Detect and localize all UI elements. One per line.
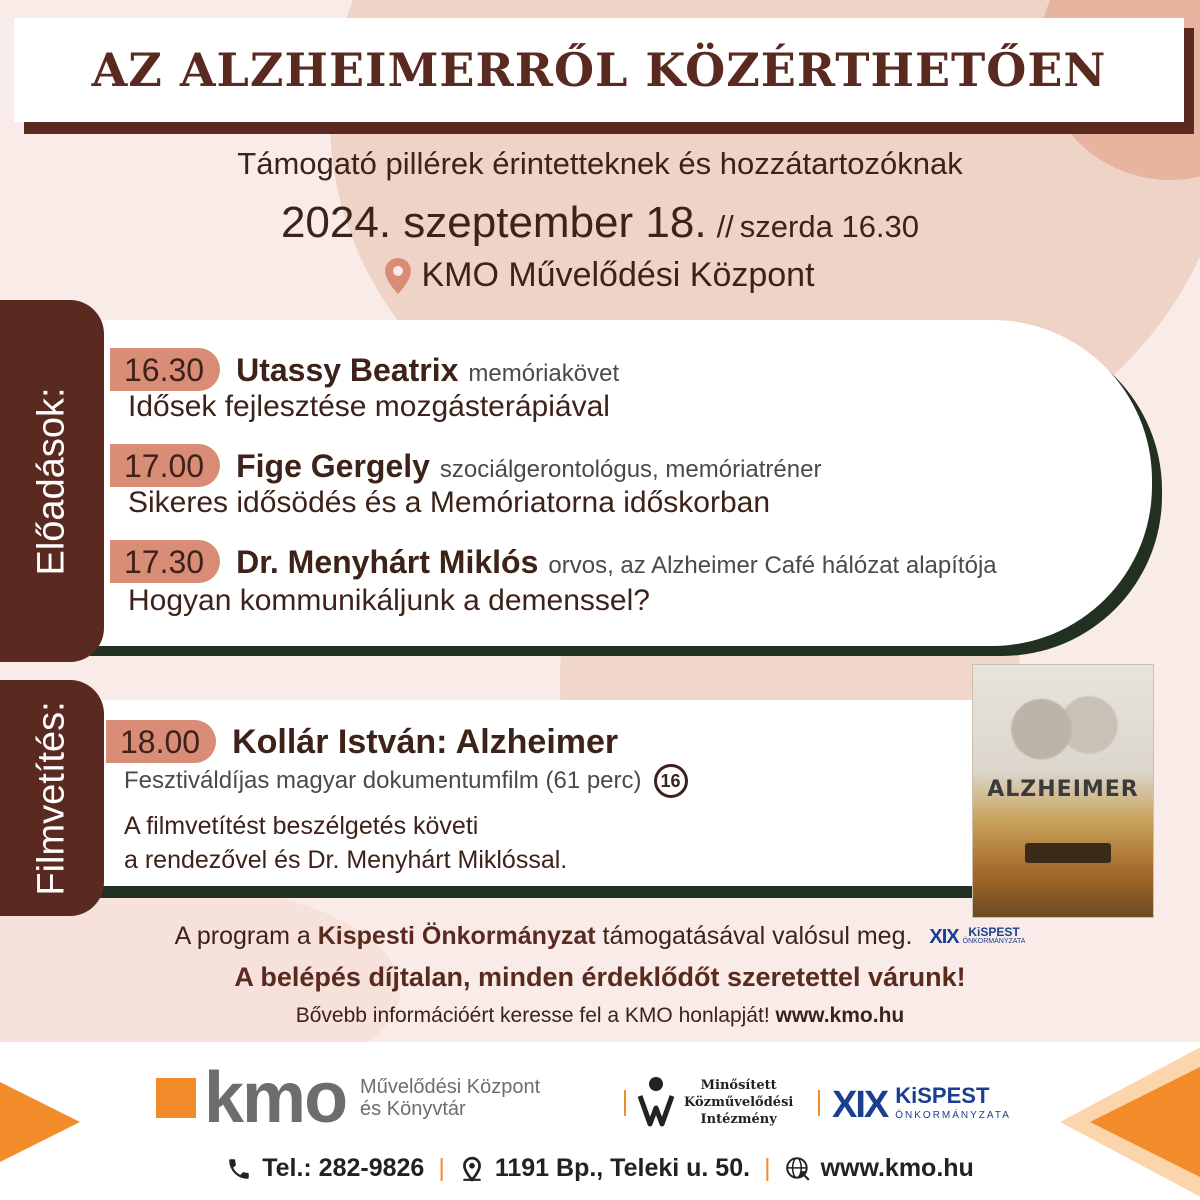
kispest-sub-text: ÖNKORMÁNYZATA: [962, 938, 1026, 946]
lecture-speaker: Fige Gergely: [236, 448, 430, 484]
lecture-role: memóriakövet: [468, 360, 620, 387]
event-date: [0, 198, 1200, 248]
kispest-name-text: KiSPEST: [895, 1082, 990, 1108]
poster-faces-image: [991, 683, 1135, 767]
lecture-topic: Idősek fejlesztése mozgásterápiával: [128, 390, 610, 423]
website-link[interactable]: www.kmo.hu: [820, 1154, 974, 1182]
free-entry-line: A belépés díjtalan, minden érdeklődőt szeretettel várunk!: [234, 962, 966, 992]
kispest-xix-mark: XIX: [929, 925, 959, 948]
date-separator: //: [716, 209, 734, 244]
kispest-name-text: KiSPEST: [968, 925, 1020, 940]
lecture-row: [110, 444, 821, 487]
event-location: [0, 256, 1200, 295]
lecture-row: [110, 540, 997, 583]
lecture-time: 17.00: [110, 444, 220, 487]
globe-icon: [785, 1156, 811, 1182]
kispest-sub-text: ÖNKORMÁNYZATA: [895, 1109, 1011, 1121]
lecture-speaker: Dr. Menyhárt Miklós: [236, 544, 539, 580]
lecture-role: orvos, az Alzheimer Café hálózat alapítója: [548, 552, 997, 579]
kmo-square-icon: [156, 1078, 196, 1118]
lecture-role: szociálgerontológus, memóriatréner: [439, 456, 822, 483]
date-text: 2024. szeptember 18.: [280, 198, 707, 247]
age-rating-badge: 16: [654, 764, 688, 798]
location-pin-icon: [385, 258, 411, 294]
film-tab: [0, 680, 104, 916]
kispest-xix-mark: XIX: [832, 1084, 888, 1126]
minositett-text: [684, 1077, 793, 1128]
page-title: AZ ALZHEIMERRŐL KÖZÉRTHETŐEN: [91, 43, 1107, 97]
poster-title: ALZHEIMER: [987, 777, 1139, 802]
kispest-name-small: [963, 927, 1026, 947]
film-note-line2: a rendezővel és Dr. Menyhárt Miklóssal.: [124, 846, 568, 874]
film-row: [106, 720, 618, 763]
contact-separator: |: [764, 1154, 771, 1182]
support-sponsor: Kispesti Önkormányzat: [317, 922, 596, 950]
phone-icon: [226, 1156, 252, 1182]
kispest-logo-small: [929, 926, 1025, 949]
lecture-topic: Sikeres idősödés és a Memóriatorna időskorban: [128, 486, 770, 519]
lectures-label: Előadások:: [30, 386, 73, 576]
more-info-line: [0, 1004, 1200, 1028]
title-banner: [14, 18, 1184, 122]
film-description-text: Fesztiváldíjas magyar dokumentumfilm (61 perc): [124, 767, 642, 794]
lectures-tab: [0, 300, 104, 662]
kmo-subtitle: [360, 1076, 540, 1120]
poster-bench-image: [1025, 843, 1111, 863]
support-line: [0, 922, 1200, 951]
kmo-wordmark: kmo: [204, 1058, 347, 1138]
page-subtitle: Támogató pillérek érintetteknek és hozzátartozóknak: [237, 146, 963, 181]
kmo-subtitle-line1: Művelődési Központ: [360, 1076, 541, 1098]
day-time-text: szerda 16.30: [739, 209, 920, 244]
footer: [0, 1042, 1200, 1200]
location-pin-icon: [459, 1156, 485, 1182]
divider: [624, 1090, 626, 1116]
phone-number[interactable]: Tel.: 282-9826: [262, 1154, 425, 1182]
lecture-topic: Hogyan kommunikáljunk a demenssel?: [128, 584, 650, 617]
support-suffix: támogatásával valósul meg.: [595, 922, 913, 950]
minositett-line3: Intézmény: [700, 1111, 777, 1127]
film-note-line1: A filmvetítést beszélgetés követi: [124, 812, 479, 840]
film-description: [124, 764, 688, 798]
film-poster: [973, 665, 1153, 917]
film-label: Filmvetítés:: [30, 700, 73, 896]
film-time: 18.00: [106, 720, 216, 763]
lecture-speaker: Utassy Beatrix: [236, 352, 459, 388]
film-title: Kollár István: Alzheimer: [232, 723, 619, 761]
location-text: KMO Művelődési Központ: [421, 256, 815, 294]
contact-separator: |: [438, 1154, 445, 1182]
minositett-logo: [636, 1074, 793, 1130]
contact-bar: [0, 1154, 1200, 1183]
minositett-line2: Közművelődési: [684, 1094, 794, 1110]
lecture-time: 16.30: [110, 348, 220, 391]
more-info-link[interactable]: www.kmo.hu: [775, 1004, 905, 1027]
address-text: 1191 Bp., Teleki u. 50.: [494, 1154, 751, 1182]
divider: [818, 1090, 820, 1116]
minositett-emblem-icon: [636, 1074, 676, 1130]
more-info-text: Bővebb információért keresse fel a KMO honlapját!: [295, 1004, 770, 1027]
lecture-time: 17.30: [110, 540, 220, 583]
support-prefix: A program a: [174, 922, 318, 950]
kispest-logo: [832, 1084, 1011, 1127]
lecture-row: [110, 348, 619, 391]
kmo-subtitle-line2: és Könyvtár: [360, 1098, 466, 1120]
minositett-line1: Minősített: [700, 1077, 777, 1093]
kispest-name: [895, 1082, 1011, 1126]
kmo-logo: [156, 1058, 541, 1138]
